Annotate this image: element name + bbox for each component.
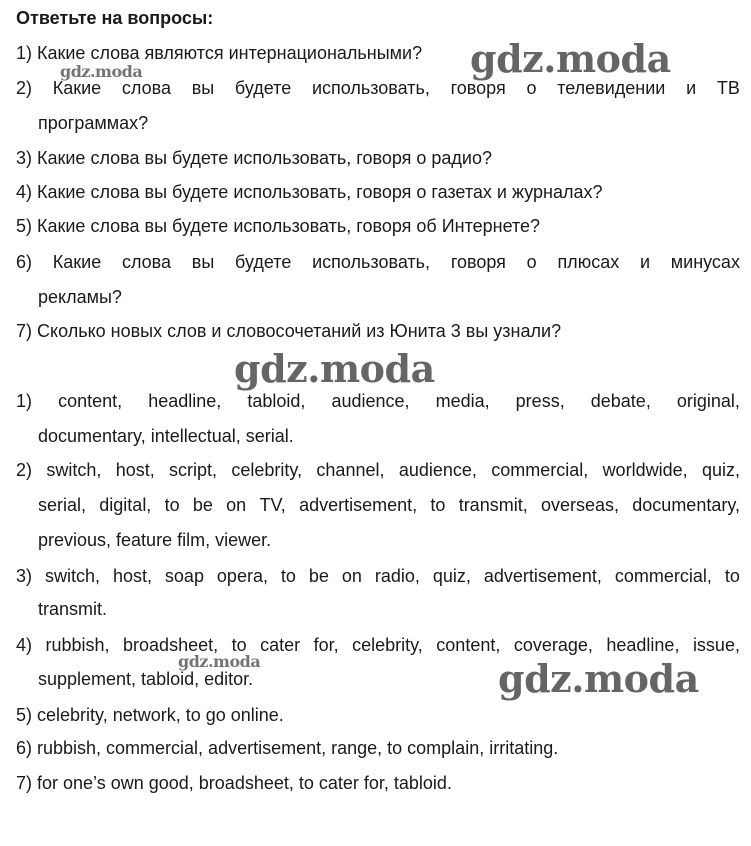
answer-4-line-2: supplement, tabloid, editor. <box>38 669 254 689</box>
word: coverage, <box>513 635 593 655</box>
word: to <box>231 635 247 655</box>
question-5: 5) Какие слова вы будете использовать, говоря об Интернете? <box>16 216 541 236</box>
word: 2) <box>16 78 33 98</box>
word: script, <box>169 460 218 480</box>
word: слова <box>121 78 171 98</box>
word: вы <box>191 78 215 98</box>
word: quiz, <box>701 460 740 480</box>
word: TV, <box>259 495 286 515</box>
word: вы <box>191 252 215 272</box>
word: commercial, <box>614 566 712 586</box>
word: tabloid, <box>247 391 306 411</box>
word: be <box>192 495 213 515</box>
word: for, <box>313 635 339 655</box>
word: radio, <box>374 566 420 586</box>
word: Какие <box>52 252 102 272</box>
word: on <box>341 566 362 586</box>
word: телевидении <box>557 78 666 98</box>
answer-3-line-2: transmit. <box>38 599 108 619</box>
word: говоря <box>450 252 506 272</box>
word: 1) <box>16 391 33 411</box>
word: о <box>526 252 537 272</box>
word: original, <box>676 391 740 411</box>
word: be <box>308 566 329 586</box>
watermark-logo-small: gdz.moda <box>178 652 261 671</box>
word: 4) <box>16 635 33 655</box>
word: issue, <box>692 635 740 655</box>
word: Какие <box>52 78 102 98</box>
word: to <box>430 495 446 515</box>
word: rubbish, <box>45 635 110 655</box>
word: soap <box>164 566 204 586</box>
word: advertisement, <box>483 566 602 586</box>
word: to <box>280 566 296 586</box>
word: switch, <box>46 460 102 480</box>
word: content, <box>58 391 123 411</box>
word: 2) <box>16 460 33 480</box>
word: celebrity, <box>231 460 303 480</box>
question-6-line-1 <box>16 251 740 273</box>
question-2-line-2: программах? <box>38 113 149 133</box>
word: ТВ <box>716 78 740 98</box>
watermark-logo: gdz.moda <box>498 656 699 701</box>
watermark-logo: gdz.moda <box>470 36 671 81</box>
word: broadsheet, <box>123 635 219 655</box>
question-7: 7) Сколько новых слов и словосочетаний из Юнита 3 вы узнали? <box>16 321 562 341</box>
word: host, <box>112 566 152 586</box>
word: to <box>724 566 740 586</box>
word: использовать, <box>311 78 430 98</box>
word: минусах <box>670 252 740 272</box>
word: advertisement, <box>299 495 418 515</box>
watermark-logo-small: gdz.moda <box>60 62 143 81</box>
word: headline, <box>606 635 680 655</box>
word: digital, <box>99 495 152 515</box>
word: to <box>164 495 180 515</box>
word: channel, <box>316 460 385 480</box>
answer-1-line-2: documentary, intellectual, serial. <box>38 426 294 446</box>
answer-6: 6) rubbish, commercial, advertisement, range, to complain, irritating. <box>16 738 559 758</box>
word: cater <box>260 635 301 655</box>
question-1: 1) Какие слова являются интернациональными? <box>16 43 423 63</box>
word: on <box>226 495 247 515</box>
word: documentary, <box>632 495 740 515</box>
word: 3) <box>16 566 33 586</box>
word: serial, <box>38 495 87 515</box>
word: worldwide, <box>602 460 688 480</box>
word: commercial, <box>491 460 589 480</box>
word: overseas, <box>540 495 620 515</box>
word: quiz, <box>432 566 471 586</box>
answer-2-line-1 <box>16 459 740 481</box>
word: и <box>686 78 697 98</box>
page-heading: Ответьте на вопросы: <box>16 8 214 28</box>
word: opera, <box>216 566 268 586</box>
word: headline, <box>148 391 222 411</box>
answer-4-line-1 <box>16 634 740 656</box>
word: о <box>526 78 537 98</box>
question-4: 4) Какие слова вы будете использовать, говоря о газетах и журналах? <box>16 182 603 202</box>
question-3: 3) Какие слова вы будете использовать, говоря о радио? <box>16 148 492 168</box>
word: и <box>639 252 651 272</box>
answer-3-line-1 <box>16 565 740 587</box>
word: transmit, <box>458 495 528 515</box>
question-6-line-2: рекламы? <box>38 287 122 307</box>
answer-2-line-2 <box>38 494 740 516</box>
word: content, <box>436 635 501 655</box>
word: debate, <box>590 391 651 411</box>
word: слова <box>121 252 172 272</box>
word: audience, <box>398 460 477 480</box>
word: будете <box>235 252 292 272</box>
word: celebrity, <box>352 635 423 655</box>
word: press, <box>515 391 565 411</box>
watermark-logo: gdz.moda <box>234 346 435 391</box>
word: использовать, <box>312 252 431 272</box>
word: 6) <box>16 252 33 272</box>
word: будете <box>234 78 292 98</box>
answer-7: 7) for one’s own good, broadsheet, to cater for, tabloid. <box>16 773 452 793</box>
answer-1-line-1 <box>16 390 740 412</box>
word: audience, <box>331 391 410 411</box>
word: host, <box>115 460 155 480</box>
word: плюсах <box>557 252 620 272</box>
word: media, <box>435 391 490 411</box>
answer-2-line-3: previous, feature film, viewer. <box>38 530 272 550</box>
word: говоря <box>450 78 506 98</box>
answer-5: 5) celebrity, network, to go online. <box>16 705 284 725</box>
word: switch, <box>44 566 100 586</box>
